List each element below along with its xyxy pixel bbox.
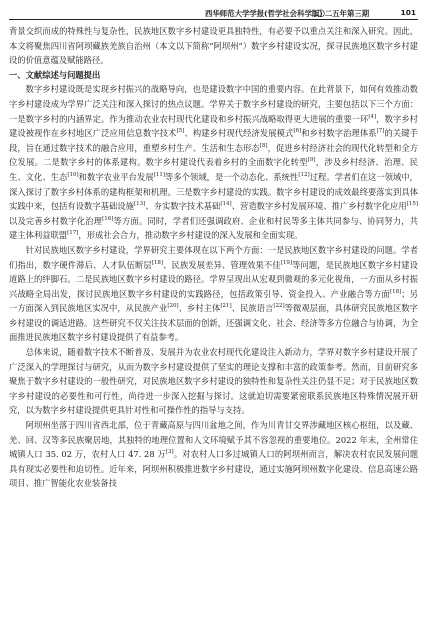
citation-marker: [20] [167, 303, 179, 310]
body-paragraph: 背景交织而成的特殊性与复杂性，民族地区数字乡村建设更具独特性，有必要予以重点关注和深入研究。因此，本文将聚焦四川省阿坝藏族羌族自治州（本文以下简称“阿坝州”）数字乡村建设实况，探寻民族地区数字乡村建设的价值意蕴及赋能路径。 [9, 26, 418, 66]
body-paragraph: 针对民族地区数字乡村建设，学界研究主要体现在以下两个方面：一是民族地区数字乡村建设的问题。学者们指出，数字硬件滞后、人才队伍断层[18]、民族发展差异、管理效果不佳[19]等问题，是民族地区数字乡村建设道路上的绊脚石。二是民族地区数字乡村建设的路径。学界呈现出从宏观到微观的多元化视角，一方面从乡村振兴战略全局出发，探讨民族地区数字乡村建设的实践路径，包括政策引导、资金投入、产业融合等方面[18]；另一方面深入到民族地区实况中，从民族产业[20]、乡村主体[21]、民族语言[22]等微观层面，具体研究民族地区数字乡村建设的调适进路。这些研究不仅关注技术层面的创新，还强调文化、社会、经济等多方位融合与协调，为全面推进民族地区数字乡村建设提供了有益参考。 [9, 244, 418, 343]
citation-marker: [5] [176, 128, 185, 135]
journal-title: 西华师范大学学报(哲学社会科学版) [205, 9, 323, 18]
citation-marker: [3] [165, 449, 174, 456]
citation-marker: [13] [134, 201, 146, 208]
citation-marker: [8] [259, 142, 268, 149]
article-body [9, 24, 418, 491]
body-paragraph: 阿坝州坐落于四川省西北部，位于青藏高原与四川盆地之间，作为川青甘交界涉藏地区核心枢纽，以及藏、羌、回、汉等多民族聚居地，其独特的地理位置和人文环境赋予其不容忽视的重要地位。2022 年末，全州常住城镇人口 35. 02 万，农村人口 47. 28 万[3]。对农村人口多过城镇人口的阿坝州而言，解决农村农民发展问题具有现实必要性和迫切性。近年来，阿坝州积极推进数字乡村建设，通过实施阿坝州数字化建设、信息高速公路项目、推广智能化农业装备技 [9, 420, 418, 489]
citation-marker: [10] [67, 172, 79, 179]
section-heading: 一、文献综述与问题提出 [9, 69, 101, 80]
citation-marker: [22] [273, 303, 285, 310]
citation-marker: [9] [307, 157, 316, 164]
citation-marker: [18] [389, 288, 402, 295]
body-paragraph: 总体来说，随着数字技术不断普及、发展并为农业农村现代化建设注入新动力，学界对数字乡村建设开展了广泛深入的学理探讨与研究，从而为数字乡村建设提供了坚实的理论支撑和丰富的政策参考。然而，目前研究多聚焦于数字乡村建设的一般性研究，对民族地区数字乡村建设的独特性和复杂性关注仍显不足；对于民族地区数字乡村建设的必要性和可行性，尚待进一步深入挖掘与探讨。这就迫切需要紧密联系民族地区特殊情况展开研究，以为数字乡村建设提供更具针对性和可操作性的指导与支持。 [9, 347, 418, 416]
citation-marker: [19] [280, 259, 293, 266]
body-paragraph: 数字乡村建设既是实现乡村振兴的战略导向，也是建设数字中国的重要内容。在此背景下，如何有效推动数字乡村建设成为学界广泛关注和深入探讨的热点议题。学界关于数字乡村建设的研究，主要包括以下三个方面：一是数字乡村的内涵界定。作为推动农业农村现代化建设和乡村振兴战略取得更大进展的重要一环[4]，数字乡村建设被视作在乡村地区广泛应用信息数字技术[5]、构建乡村现代经济发展模式[6]和乡村数字治理体系[7]的关键手段，旨在通过数字技术的融合应用，重塑乡村生产、生活和生态形态[8]，促进乡村经济社会的现代化转型和全方位发展。二是数字乡村的体系建构。数字乡村建设代表着乡村的全面数字化转型[9]，涉及乡村经济、治理、民生、文化、生态[10]和数字农业平台发展[11]等多个领域，是一个动态化、系统性[12]过程。学者们在这一领域中，深入探讨了数字乡村体系的建构框架和机理。三是数字乡村建设的实践。数字乡村建设的成效最终要落实到具体实践中来，包括有设数字基础设施[13]、夯实数字技术基础[14]、营造数字乡村发展环境、推广乡村数字化应用[15]以及完善乡村数字化治理[16]等方面。同时，学者们还强调政府、企业和村民等多主体共同参与、协同努力，共建主体利益联盟[17]，形成社会合力，推动数字乡村建设的深入发展和全面实现。 [9, 84, 418, 241]
citation-marker: [4] [368, 113, 377, 120]
citation-marker: [21] [220, 303, 232, 310]
citation-marker: [15] [406, 201, 418, 208]
issue-label: 二〇二五年第三期 [310, 9, 370, 18]
citation-marker: [11] [153, 172, 165, 179]
citation-marker: [17] [67, 230, 79, 237]
citation-marker: [14] [220, 201, 232, 208]
header-rule [9, 19, 418, 20]
page-number: 101 [400, 8, 416, 17]
citation-marker: [18] [151, 259, 164, 266]
citation-marker: [6] [293, 128, 302, 135]
running-header [9, 6, 418, 18]
citation-marker: [7] [376, 128, 385, 135]
citation-marker: [16] [102, 215, 114, 222]
citation-marker: [12] [298, 172, 310, 179]
